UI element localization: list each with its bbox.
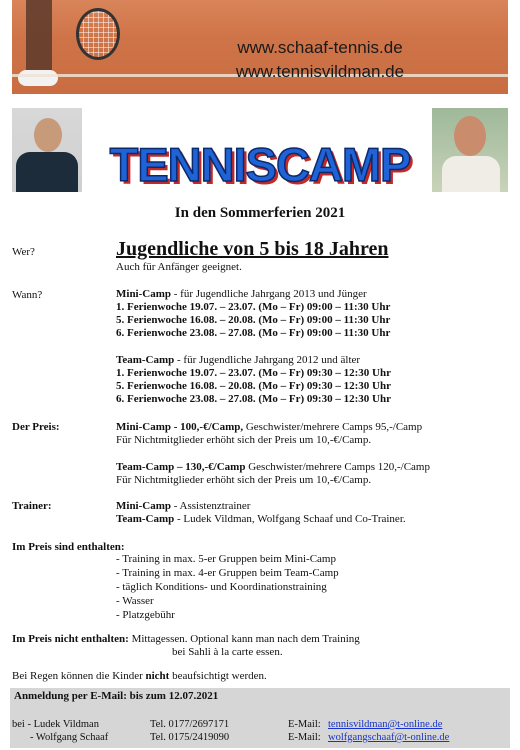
trainer-photo-left	[12, 108, 82, 192]
page-subtitle: In den Sommerferien 2021	[174, 205, 346, 221]
when-label: Wann?	[12, 289, 43, 301]
included-item: - Training in max. 5-er Gruppen beim Mini-Camp	[116, 553, 336, 565]
shoe-image	[18, 70, 58, 86]
price-team-amount: Team-Camp – 130,-€/Camp	[116, 461, 246, 473]
body-image	[442, 156, 500, 192]
rain-notice	[12, 670, 267, 684]
website-link-schaaf[interactable]: www.schaaf-tennis.de	[237, 38, 403, 57]
not-included-label: Im Preis nicht enthalten:	[12, 633, 129, 645]
price-team-line	[116, 461, 430, 475]
mini-camp-line	[116, 288, 367, 302]
trainer-mini-desc: - Assistenztrainer	[171, 500, 251, 512]
mini-camp-week: 1. Ferienwoche 19.07. – 23.07. (Mo – Fr) 09:00 – 11:30 Uhr	[116, 301, 391, 313]
trainer-team-name: Team-Camp	[116, 513, 175, 525]
trainer-photo-right	[432, 108, 508, 192]
website-link-vildman[interactable]: www.tennisvildman.de	[235, 62, 405, 81]
price-label: Der Preis:	[12, 421, 60, 433]
rain-bold: nicht	[145, 670, 170, 682]
who-headline: Jugendliche von 5 bis 18 Jahren	[116, 238, 389, 260]
header-banner	[12, 0, 508, 94]
body-image	[16, 152, 78, 192]
team-camp-week: 1. Ferienwoche 19.07. – 23.07. (Mo – Fr) 09:30 – 12:30 Uhr	[116, 367, 391, 379]
rain-suffix: beaufsichtigt werden.	[169, 670, 267, 682]
rain-prefix: Bei Regen können die Kinder	[12, 670, 146, 682]
who-note: Auch für Anfänger geeignet.	[116, 261, 242, 273]
trainer-team-desc: - Ludek Vildman, Wolfgang Schaaf und Co-Trainer.	[174, 513, 406, 525]
mini-camp-desc: - für Jugendliche Jahrgang 2013 und Jünger	[171, 288, 367, 300]
trainer-label: Trainer:	[12, 500, 52, 512]
trainer-mini-name: Mini-Camp	[116, 500, 171, 512]
signup-heading: Anmeldung per E-Mail: bis zum 12.07.2021	[14, 690, 219, 702]
included-item: - Training in max. 4-er Gruppen beim Team-Camp	[116, 567, 339, 579]
who-label: Wer?	[12, 246, 35, 258]
face-image	[454, 116, 486, 156]
team-camp-desc: - für Jugendliche Jahrgang 2012 und älter	[174, 354, 361, 366]
trainer-team-line	[116, 513, 406, 527]
page-title: TENNISCAMP	[109, 138, 411, 191]
mini-camp-name: Mini-Camp	[116, 288, 171, 300]
mini-camp-week: 6. Ferienwoche 23.08. – 27.08. (Mo – Fr) 09:00 – 11:30 Uhr	[116, 327, 391, 339]
contact-name: bei - Ludek Vildman	[12, 719, 99, 730]
price-mini-note: Für Nichtmitglieder erhöht sich der Preis um 10,-€/Camp.	[116, 434, 372, 446]
team-camp-week: 5. Ferienwoche 16.08. – 20.08. (Mo – Fr) 09:30 – 12:30 Uhr	[116, 380, 391, 392]
price-mini-siblings: Geschwister/mehrere Camps 95,-/Camp	[243, 421, 423, 433]
team-camp-line	[116, 354, 360, 368]
email-label: E-Mail:	[288, 732, 321, 743]
email-link[interactable]: wolfgangschaaf@t-online.de	[328, 732, 450, 743]
price-mini-amount: Mini-Camp - 100,-€/Camp,	[116, 421, 244, 433]
contact-name: - Wolfgang Schaaf	[30, 732, 109, 743]
price-team-note: Für Nichtmitglieder erhöht sich der Preis um 10,-€/Camp.	[116, 474, 372, 486]
mini-camp-week: 5. Ferienwoche 16.08. – 20.08. (Mo – Fr) 09:00 – 11:30 Uhr	[116, 314, 391, 326]
signup-box	[10, 688, 510, 748]
email-label: E-Mail:	[288, 719, 321, 730]
team-camp-week: 6. Ferienwoche 23.08. – 27.08. (Mo – Fr) 09:30 – 12:30 Uhr	[116, 393, 391, 405]
included-item: - Platzgebühr	[116, 609, 175, 621]
included-label: Im Preis sind enthalten:	[12, 541, 125, 553]
not-included-text: Mittagessen. Optional kann man nach dem Training	[128, 633, 360, 645]
player-image	[26, 0, 52, 78]
included-item: - Wasser	[116, 595, 154, 607]
email-link[interactable]: tennisvildman@t-online.de	[328, 719, 443, 730]
contact-phone: Tel. 0175/2419090	[150, 732, 230, 743]
face-image	[34, 118, 62, 152]
team-camp-name: Team-Camp	[116, 354, 175, 366]
price-mini-line	[116, 421, 422, 435]
contact-phone: Tel. 0177/2697171	[150, 719, 230, 730]
price-team-siblings: Geschwister/mehrere Camps 120,-/Camp	[245, 461, 430, 473]
not-included-text-2: bei Sahli à la carte essen.	[172, 646, 283, 658]
not-included-line	[12, 633, 360, 647]
trainer-mini-line	[116, 500, 250, 514]
included-item: - täglich Konditions- und Koordinationstraining	[116, 581, 327, 593]
